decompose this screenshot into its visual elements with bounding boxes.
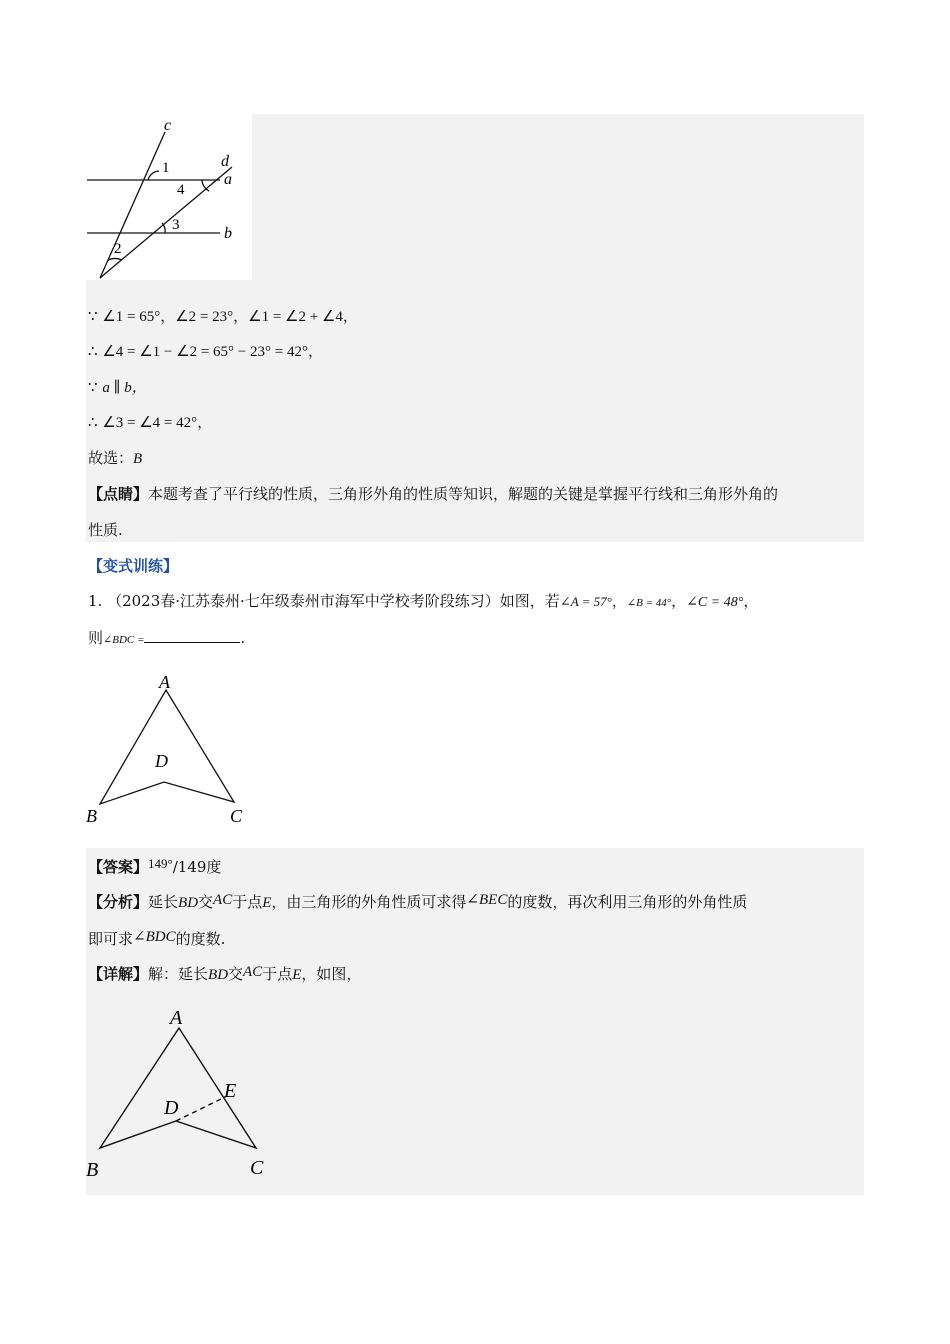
- label-C: C: [250, 1157, 264, 1179]
- line-d: [100, 167, 232, 278]
- label-B: B: [86, 806, 97, 826]
- dart-shape: [100, 690, 234, 804]
- dart-figure: [84, 668, 264, 832]
- label-C: C: [230, 806, 243, 826]
- label-E: E: [224, 1080, 237, 1102]
- angle-2-arc: [108, 258, 122, 260]
- analysis-line-1: 【分析】延长BD交AC于点E，由三角形的外角性质可求得∠BEC的度数，再次利用三角形的外角性质: [88, 892, 748, 911]
- label-a: a: [224, 171, 232, 188]
- parallel-lines-figure: [82, 114, 252, 284]
- angle-3-arc: [162, 223, 165, 233]
- analysis-line-2: 即可求∠BDC的度数.: [88, 929, 226, 948]
- label-angle-1: 1: [162, 160, 170, 176]
- answer-blank[interactable]: [144, 628, 240, 643]
- detail-line: 【详解】解：延长BD交AC于点E，如图，: [88, 964, 362, 983]
- solution-line-3: ∵ a ∥ b，: [88, 378, 147, 396]
- label-b: b: [224, 225, 232, 242]
- label-angle-4: 4: [177, 182, 185, 198]
- label-c: c: [164, 117, 172, 134]
- choice-line: 故选：B: [88, 449, 143, 467]
- line-c: [100, 132, 165, 278]
- label-angle-2: 2: [114, 241, 122, 257]
- solution-line-4: ∴ ∠3 = ∠4 = 42°，: [88, 413, 213, 431]
- comment-line-2: 性质.: [88, 521, 123, 539]
- label-angle-3: 3: [172, 217, 180, 233]
- solution-line-2: ∴ ∠4 = ∠1 − ∠2 = 65° − 23° = 42°，: [88, 342, 323, 360]
- answer-line: 【答案】149°/149度: [88, 856, 222, 876]
- comment-line-1: 【点睛】本题考查了平行线的性质，三角形外角的性质等知识，解题的关键是掌握平行线和三角形外角的: [88, 485, 779, 503]
- question-line-2: 则∠BDC = .: [88, 629, 246, 647]
- dart-extended-figure: [84, 1002, 294, 1186]
- label-A: A: [159, 672, 170, 692]
- label-D: D: [164, 1097, 179, 1119]
- angle-1-arc: [148, 171, 159, 180]
- extension-dashed: [176, 1096, 227, 1121]
- variant-heading: 【变式训练】: [88, 557, 179, 575]
- label-d: d: [221, 153, 229, 170]
- angle-4-arc: [202, 180, 209, 191]
- solution-shade: [252, 114, 864, 280]
- question-line-1: 1. （2023春·江苏泰州·七年级泰州市海军中学校考阶段练习）如图，若∠A = 57°，∠B = 44°，∠C = 48°，: [88, 592, 759, 610]
- label-D: D: [155, 751, 168, 771]
- label-B: B: [86, 1159, 99, 1181]
- solution-line-1: ∵ ∠1 = 65°，∠2 = 23°，∠1 = ∠2 + ∠4，: [88, 307, 358, 325]
- label-A: A: [170, 1007, 183, 1029]
